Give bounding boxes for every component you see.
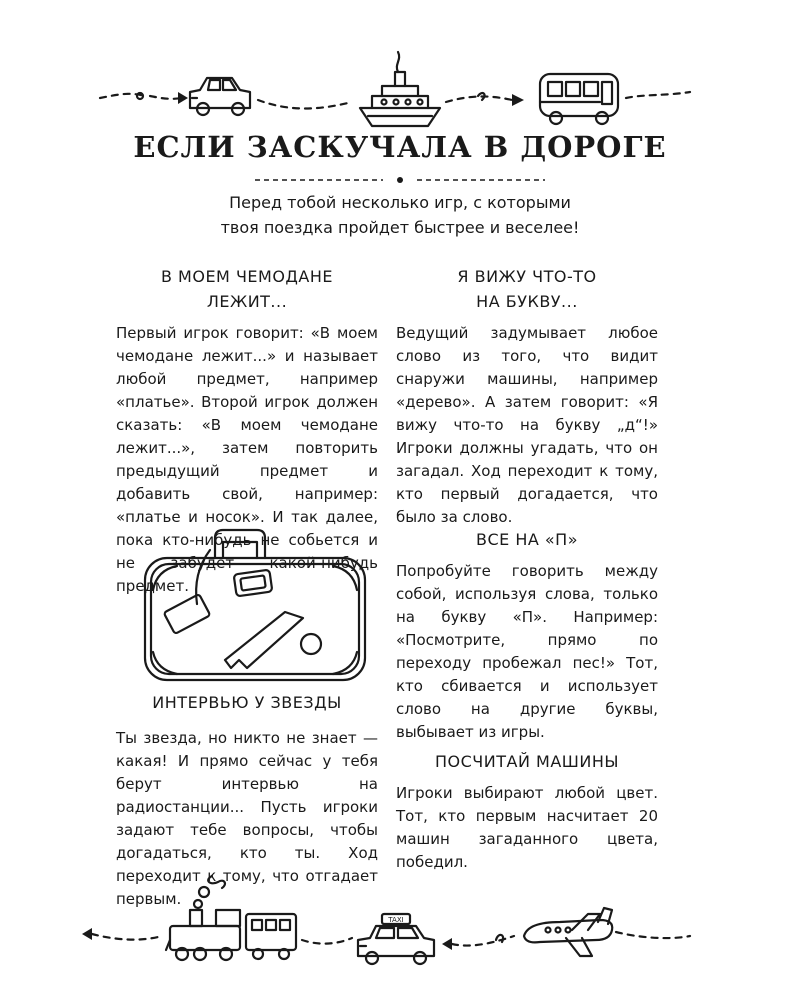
game-all-p-text: Попробуйте говорить между собой, используя слова, только на букву «П». Например: «Посмотрите, прямо по переходу пробежал пес!» Тот, кто сбивается и использует слово на другие буквы, выбывает из игры. — [396, 562, 658, 741]
page-title: ЕСЛИ ЗАСКУЧАЛА В ДОРОГЕ — [133, 130, 667, 164]
suitcase-icon — [135, 520, 375, 690]
intro-text — [150, 190, 650, 240]
heading-line: НА БУКВУ... — [476, 292, 578, 311]
game-count-cars-heading: ПОСЧИТАЙ МАШИНЫ — [435, 752, 619, 771]
game-interview-heading: ИНТЕРВЬЮ У ЗВЕЗДЫ — [152, 693, 342, 712]
intro-line-2: твоя поездка пройдет быстрее и веселее! — [220, 218, 580, 237]
game-interview-text: Ты звезда, но никто не знает — какая! И прямо сейчас у тебя берут интервью на радиостанции... Пусть игроки задают тебе вопросы, чтобы догадаться, кто ты. Ход переходит к тому, что отгадает первым. — [116, 729, 378, 908]
game-count-cars-text: Игроки выбирают любой цвет. Тот, кто первым насчитает 20 машин загаданного цвета, победил. — [396, 784, 658, 871]
ship-icon — [360, 52, 440, 126]
heading-line: ЛЕЖИТ... — [206, 292, 288, 311]
top-decoration — [0, 40, 800, 130]
intro-line-1: Перед тобой несколько игр, с которыми — [229, 193, 571, 212]
game-i-see-text: Ведущий задумывает любое слово из того, что видит снаружи машины, например «дерево». А затем говорит: «Я вижу что-то на букву „д“!» Игроки должны угадать, что он загадал. Ход переходит к тому, кто первый догадается, что было за слово. — [396, 324, 658, 526]
heading-line: В МОЕМ ЧЕМОДАНЕ — [160, 267, 334, 286]
taxi-icon — [358, 914, 434, 964]
game-i-see-heading — [396, 264, 658, 314]
train-icon — [166, 876, 296, 960]
game-suitcase-heading — [116, 264, 378, 314]
car-icon — [190, 78, 250, 115]
game-suitcase-text: Первый игрок говорит: «В моем чемодане лежит...» и называет любой предмет, например «платье». Второй игрок должен сказать: «В моем чемодане лежит...», затем повторить предыдущий предмет и добавить свой, например: «платье и носок». И так далее, пока кто-нибудь не собьется и не забудет какой-нибудь предмет. — [116, 324, 378, 595]
game-i-see — [396, 264, 658, 529]
taxi-sign-text: TAXI — [388, 916, 404, 924]
airplane-icon — [524, 908, 612, 956]
bus-icon — [540, 74, 618, 124]
heading-line: Я ВИЖУ ЧТО-ТО — [457, 267, 597, 286]
game-count-cars — [396, 749, 658, 874]
title-divider — [255, 174, 545, 186]
game-all-p — [396, 527, 658, 744]
bottom-decoration — [0, 870, 800, 980]
game-all-p-heading: ВСЕ НА «П» — [475, 530, 578, 549]
